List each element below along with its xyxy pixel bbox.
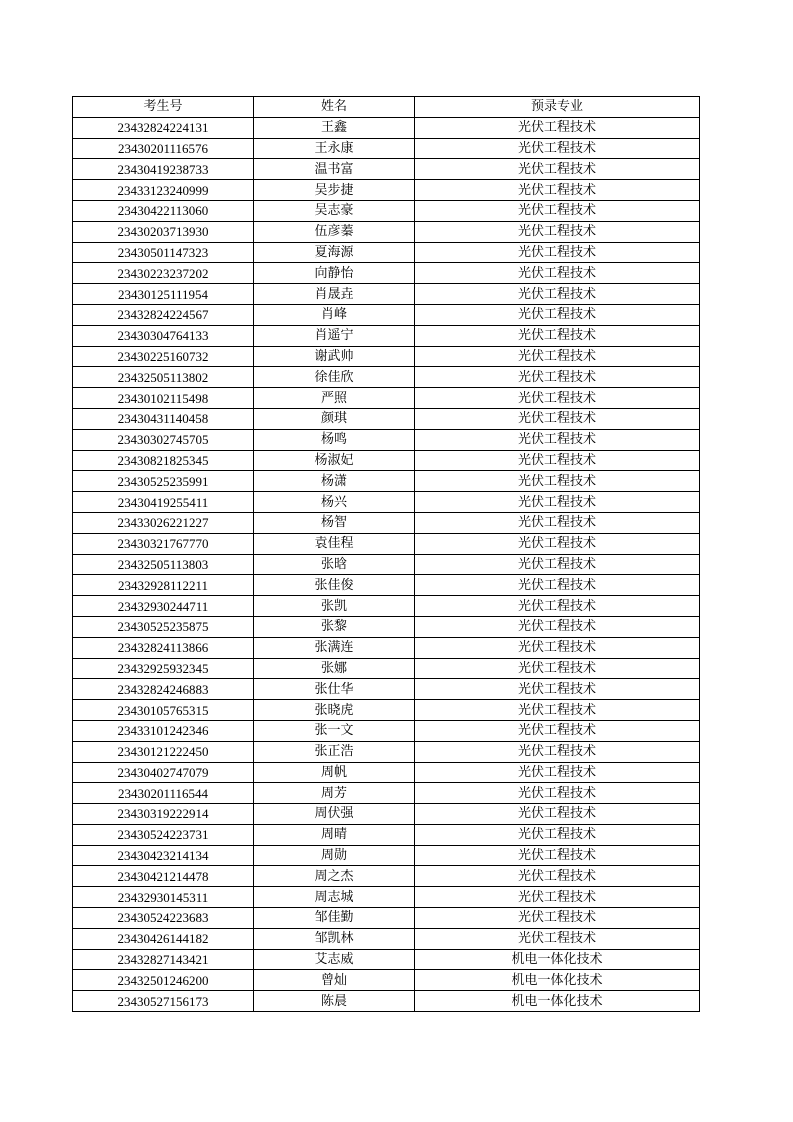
cell-major: 光伏工程技术 [415,575,700,596]
cell-exam-number: 23430321767770 [73,533,254,554]
cell-student-name: 杨智 [254,512,415,533]
cell-student-name: 温书富 [254,159,415,180]
cell-major: 光伏工程技术 [415,408,700,429]
cell-student-name: 张满连 [254,637,415,658]
cell-major: 光伏工程技术 [415,263,700,284]
table-row [73,159,700,180]
table-row [73,138,700,159]
cell-student-name: 王永康 [254,138,415,159]
cell-exam-number: 23430527156173 [73,991,254,1012]
cell-student-name: 吴步捷 [254,180,415,201]
table-header [73,97,700,118]
cell-student-name: 杨潇 [254,471,415,492]
cell-major: 光伏工程技术 [415,616,700,637]
cell-student-name: 周芳 [254,783,415,804]
cell-exam-number: 23430225160732 [73,346,254,367]
cell-major: 光伏工程技术 [415,388,700,409]
cell-student-name: 周帆 [254,762,415,783]
table-row [73,866,700,887]
table-row [73,658,700,679]
cell-exam-number: 23432824113866 [73,637,254,658]
cell-student-name: 周伏强 [254,804,415,825]
cell-exam-number: 23432827143421 [73,949,254,970]
cell-student-name: 夏海源 [254,242,415,263]
cell-exam-number: 23430203713930 [73,221,254,242]
cell-exam-number: 23430422113060 [73,200,254,221]
table-row [73,284,700,305]
table-row [73,928,700,949]
cell-major: 光伏工程技术 [415,304,700,325]
cell-exam-number: 23430419238733 [73,159,254,180]
cell-student-name: 曾灿 [254,970,415,991]
cell-exam-number: 23432824224567 [73,304,254,325]
cell-exam-number: 23430524223683 [73,908,254,929]
table-row [73,970,700,991]
table-row [73,575,700,596]
table-row [73,845,700,866]
cell-major: 机电一体化技术 [415,991,700,1012]
cell-major: 光伏工程技术 [415,720,700,741]
cell-major: 光伏工程技术 [415,221,700,242]
cell-exam-number: 23430304764133 [73,325,254,346]
cell-major: 光伏工程技术 [415,325,700,346]
cell-major: 光伏工程技术 [415,512,700,533]
header-name: 姓名 [254,97,415,118]
cell-student-name: 张佳俊 [254,575,415,596]
cell-exam-number: 23432501246200 [73,970,254,991]
cell-exam-number: 23430201116544 [73,783,254,804]
cell-exam-number: 23432824224131 [73,117,254,138]
cell-major: 光伏工程技术 [415,180,700,201]
table-row [73,949,700,970]
cell-major: 光伏工程技术 [415,928,700,949]
table-row [73,180,700,201]
cell-student-name: 肖晟垚 [254,284,415,305]
cell-student-name: 邹佳勤 [254,908,415,929]
table-row [73,512,700,533]
table-row [73,804,700,825]
cell-exam-number: 23430423214134 [73,845,254,866]
cell-exam-number: 23430431140458 [73,408,254,429]
cell-exam-number: 23432505113802 [73,367,254,388]
header-exam-number: 考生号 [73,97,254,118]
cell-major: 光伏工程技术 [415,658,700,679]
table-row [73,637,700,658]
cell-major: 光伏工程技术 [415,887,700,908]
table-row [73,720,700,741]
cell-student-name: 徐佳欣 [254,367,415,388]
cell-exam-number: 23432824246883 [73,679,254,700]
cell-exam-number: 23430121222450 [73,741,254,762]
table-row [73,533,700,554]
cell-major: 光伏工程技术 [415,700,700,721]
cell-major: 光伏工程技术 [415,117,700,138]
cell-student-name: 周晴 [254,824,415,845]
cell-major: 光伏工程技术 [415,200,700,221]
table-row [73,304,700,325]
table-row [73,117,700,138]
table-row [73,471,700,492]
cell-exam-number: 23430426144182 [73,928,254,949]
cell-major: 光伏工程技术 [415,804,700,825]
cell-major: 光伏工程技术 [415,908,700,929]
cell-student-name: 杨鸣 [254,429,415,450]
cell-exam-number: 23430524223731 [73,824,254,845]
cell-student-name: 陈晨 [254,991,415,1012]
cell-exam-number: 23430402747079 [73,762,254,783]
cell-major: 机电一体化技术 [415,949,700,970]
cell-student-name: 向静怡 [254,263,415,284]
cell-student-name: 张仕华 [254,679,415,700]
cell-exam-number: 23430525235991 [73,471,254,492]
table-row [73,242,700,263]
table-row [73,408,700,429]
cell-major: 光伏工程技术 [415,783,700,804]
table-row [73,346,700,367]
table-row [73,367,700,388]
cell-student-name: 张黎 [254,616,415,637]
cell-major: 光伏工程技术 [415,762,700,783]
cell-exam-number: 23430105765315 [73,700,254,721]
cell-student-name: 伍彦蓁 [254,221,415,242]
cell-major: 光伏工程技术 [415,346,700,367]
cell-exam-number: 23430319222914 [73,804,254,825]
cell-student-name: 肖遥宁 [254,325,415,346]
cell-student-name: 杨淑妃 [254,450,415,471]
cell-student-name: 周志城 [254,887,415,908]
table-row [73,388,700,409]
table-row [73,554,700,575]
table-row [73,263,700,284]
cell-exam-number: 23432930244711 [73,596,254,617]
table-row [73,908,700,929]
table-row [73,596,700,617]
cell-major: 光伏工程技术 [415,138,700,159]
cell-major: 光伏工程技术 [415,367,700,388]
cell-student-name: 邹凯林 [254,928,415,949]
table-row [73,762,700,783]
cell-student-name: 周勋 [254,845,415,866]
cell-student-name: 张凯 [254,596,415,617]
cell-major: 光伏工程技术 [415,159,700,180]
cell-student-name: 谢武帅 [254,346,415,367]
cell-exam-number: 23432930145311 [73,887,254,908]
table-row [73,679,700,700]
cell-major: 光伏工程技术 [415,492,700,513]
table-row [73,450,700,471]
cell-exam-number: 23432928112211 [73,575,254,596]
cell-exam-number: 23430501147323 [73,242,254,263]
cell-major: 光伏工程技术 [415,637,700,658]
cell-student-name: 张晗 [254,554,415,575]
table-row [73,429,700,450]
cell-major: 光伏工程技术 [415,554,700,575]
cell-student-name: 肖峰 [254,304,415,325]
cell-student-name: 颜琪 [254,408,415,429]
table-row [73,200,700,221]
cell-student-name: 周之杰 [254,866,415,887]
cell-exam-number: 23430419255411 [73,492,254,513]
header-major: 预录专业 [415,97,700,118]
cell-student-name: 张一文 [254,720,415,741]
cell-student-name: 吴志豪 [254,200,415,221]
cell-major: 光伏工程技术 [415,284,700,305]
cell-student-name: 严照 [254,388,415,409]
cell-exam-number: 23433026221227 [73,512,254,533]
cell-exam-number: 23430223237202 [73,263,254,284]
table-row [73,325,700,346]
cell-major: 光伏工程技术 [415,429,700,450]
cell-student-name: 艾志威 [254,949,415,970]
cell-exam-number: 23430201116576 [73,138,254,159]
cell-student-name: 袁佳程 [254,533,415,554]
cell-major: 光伏工程技术 [415,679,700,700]
cell-major: 光伏工程技术 [415,242,700,263]
cell-major: 光伏工程技术 [415,450,700,471]
header-row [73,97,700,118]
admission-table [72,96,700,1012]
cell-exam-number: 23430525235875 [73,616,254,637]
table-row [73,700,700,721]
cell-major: 光伏工程技术 [415,845,700,866]
cell-exam-number: 23432925932345 [73,658,254,679]
table-row [73,783,700,804]
cell-exam-number: 23433101242346 [73,720,254,741]
table-row [73,741,700,762]
cell-student-name: 张娜 [254,658,415,679]
table-row [73,887,700,908]
cell-exam-number: 23430821825345 [73,450,254,471]
table-row [73,492,700,513]
cell-exam-number: 23430102115498 [73,388,254,409]
cell-exam-number: 23430421214478 [73,866,254,887]
cell-major: 光伏工程技术 [415,866,700,887]
table-row [73,991,700,1012]
cell-major: 光伏工程技术 [415,596,700,617]
cell-student-name: 王鑫 [254,117,415,138]
table-row [73,824,700,845]
table-row [73,616,700,637]
cell-student-name: 杨兴 [254,492,415,513]
cell-major: 机电一体化技术 [415,970,700,991]
cell-major: 光伏工程技术 [415,741,700,762]
cell-exam-number: 23433123240999 [73,180,254,201]
cell-major: 光伏工程技术 [415,533,700,554]
table-body [73,117,700,1011]
cell-exam-number: 23432505113803 [73,554,254,575]
cell-student-name: 张晓虎 [254,700,415,721]
cell-exam-number: 23430302745705 [73,429,254,450]
table-row [73,221,700,242]
cell-exam-number: 23430125111954 [73,284,254,305]
cell-major: 光伏工程技术 [415,471,700,492]
cell-major: 光伏工程技术 [415,824,700,845]
cell-student-name: 张正浩 [254,741,415,762]
